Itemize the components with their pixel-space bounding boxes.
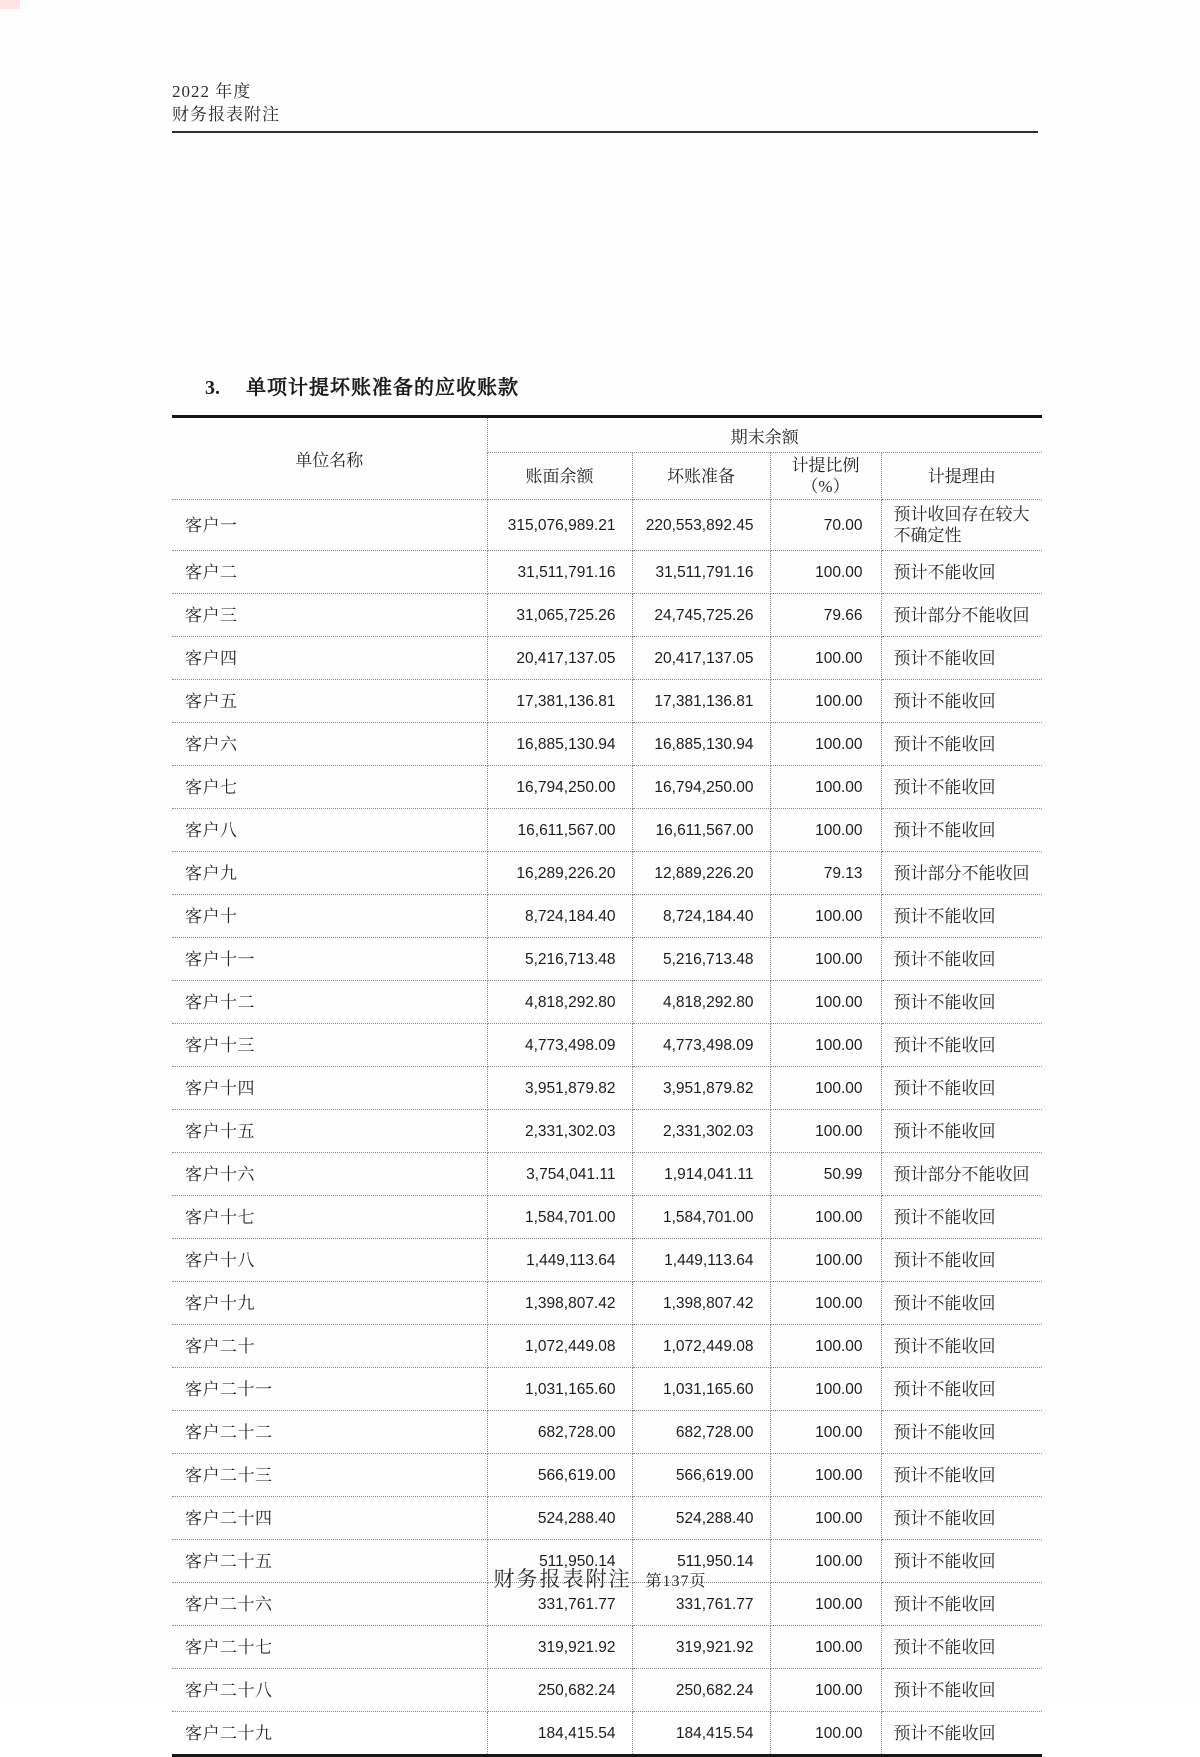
cell-book-balance: 20,417,137.05 (487, 637, 632, 680)
table-row (172, 1626, 1042, 1669)
cell-bad-debt-provision: 331,761.77 (632, 1583, 770, 1626)
cell-book-balance: 31,065,725.26 (487, 594, 632, 637)
cell-provision-ratio: 100.00 (770, 1196, 881, 1239)
cell-provision-ratio: 100.00 (770, 1239, 881, 1282)
cell-provision-ratio: 100.00 (770, 1368, 881, 1411)
cell-provision-reason: 预计不能收回 (881, 1497, 1042, 1540)
cell-provision-ratio: 100.00 (770, 981, 881, 1024)
header-provision-ratio (770, 453, 881, 500)
table-row (172, 680, 1042, 723)
table-row (172, 1282, 1042, 1325)
cell-bad-debt-provision: 319,921.92 (632, 1626, 770, 1669)
cell-unit-name: 客户七 (172, 766, 487, 809)
cell-provision-reason: 预计不能收回 (881, 1282, 1042, 1325)
table-row (172, 1454, 1042, 1497)
cell-book-balance: 4,818,292.80 (487, 981, 632, 1024)
cell-book-balance: 524,288.40 (487, 1497, 632, 1540)
cell-provision-ratio: 100.00 (770, 1669, 881, 1712)
cell-provision-ratio: 79.66 (770, 594, 881, 637)
cell-provision-ratio: 100.00 (770, 551, 881, 594)
cell-provision-reason: 预计不能收回 (881, 809, 1042, 852)
cell-unit-name: 客户二十六 (172, 1583, 487, 1626)
cell-book-balance: 17,381,136.81 (487, 680, 632, 723)
cell-provision-ratio: 100.00 (770, 938, 881, 981)
section-number: 3. (205, 377, 220, 399)
cell-bad-debt-provision: 17,381,136.81 (632, 680, 770, 723)
cell-provision-ratio: 79.13 (770, 852, 881, 895)
cell-unit-name: 客户十一 (172, 938, 487, 981)
cell-bad-debt-provision: 31,511,791.16 (632, 551, 770, 594)
cell-book-balance: 1,031,165.60 (487, 1368, 632, 1411)
table-row (172, 1411, 1042, 1454)
section-title (205, 371, 519, 400)
cell-unit-name: 客户十五 (172, 1110, 487, 1153)
cell-provision-reason: 预计部分不能收回 (881, 852, 1042, 895)
cell-provision-ratio: 100.00 (770, 1454, 881, 1497)
header-period-end-balance: 期末余额 (487, 417, 1042, 453)
cell-provision-ratio: 100.00 (770, 1325, 881, 1368)
cell-bad-debt-provision: 16,611,567.00 (632, 809, 770, 852)
cell-unit-name: 客户二十二 (172, 1411, 487, 1454)
cell-unit-name: 客户八 (172, 809, 487, 852)
table-row (172, 1067, 1042, 1110)
section-title-text: 单项计提坏账准备的应收账款 (246, 377, 519, 399)
header-unit-name: 单位名称 (172, 417, 487, 500)
cell-bad-debt-provision: 1,914,041.11 (632, 1153, 770, 1196)
cell-bad-debt-provision: 12,889,226.20 (632, 852, 770, 895)
cell-book-balance: 16,289,226.20 (487, 852, 632, 895)
cell-unit-name: 客户四 (172, 637, 487, 680)
cell-book-balance: 1,398,807.42 (487, 1282, 632, 1325)
cell-provision-reason: 预计不能收回 (881, 1626, 1042, 1669)
table-row (172, 895, 1042, 938)
cell-bad-debt-provision: 566,619.00 (632, 1454, 770, 1497)
table-row (172, 1024, 1042, 1067)
cell-bad-debt-provision: 5,216,713.48 (632, 938, 770, 981)
footer-page-number: 第137页 (645, 1573, 707, 1590)
cell-book-balance: 3,951,879.82 (487, 1067, 632, 1110)
table-row (172, 1196, 1042, 1239)
cell-unit-name: 客户二 (172, 551, 487, 594)
table-row (172, 1110, 1042, 1153)
cell-provision-reason: 预计不能收回 (881, 895, 1042, 938)
cell-provision-reason: 预计不能收回 (881, 1583, 1042, 1626)
cell-unit-name: 客户二十五 (172, 1540, 487, 1583)
cell-provision-ratio: 100.00 (770, 1411, 881, 1454)
cell-book-balance: 4,773,498.09 (487, 1024, 632, 1067)
cell-provision-reason: 预计不能收回 (881, 1196, 1042, 1239)
page-footer (0, 1563, 1200, 1593)
header-book-balance: 账面余额 (487, 453, 632, 500)
cell-bad-debt-provision: 1,031,165.60 (632, 1368, 770, 1411)
cell-provision-reason: 预计不能收回 (881, 637, 1042, 680)
cell-bad-debt-provision: 511,950.14 (632, 1540, 770, 1583)
cell-book-balance: 31,511,791.16 (487, 551, 632, 594)
cell-bad-debt-provision: 20,417,137.05 (632, 637, 770, 680)
table-row (172, 551, 1042, 594)
cell-unit-name: 客户十六 (172, 1153, 487, 1196)
table-row (172, 723, 1042, 766)
table-row (172, 500, 1042, 551)
table-row (172, 1325, 1042, 1368)
cell-book-balance: 16,794,250.00 (487, 766, 632, 809)
cell-book-balance: 1,449,113.64 (487, 1239, 632, 1282)
cell-book-balance: 331,761.77 (487, 1583, 632, 1626)
cell-bad-debt-provision: 2,331,302.03 (632, 1110, 770, 1153)
cell-unit-name: 客户二十 (172, 1325, 487, 1368)
cell-book-balance: 8,724,184.40 (487, 895, 632, 938)
table-row (172, 1153, 1042, 1196)
cell-bad-debt-provision: 3,951,879.82 (632, 1067, 770, 1110)
cell-book-balance: 16,885,130.94 (487, 723, 632, 766)
cell-provision-ratio: 100.00 (770, 1540, 881, 1583)
cell-unit-name: 客户五 (172, 680, 487, 723)
cell-unit-name: 客户六 (172, 723, 487, 766)
cell-unit-name: 客户一 (172, 500, 487, 551)
table-row (172, 1712, 1042, 1756)
cell-unit-name: 客户二十八 (172, 1669, 487, 1712)
table-row (172, 1368, 1042, 1411)
cell-bad-debt-provision: 1,072,449.08 (632, 1325, 770, 1368)
cell-bad-debt-provision: 4,818,292.80 (632, 981, 770, 1024)
header-row-top (172, 417, 1042, 453)
cell-bad-debt-provision: 4,773,498.09 (632, 1024, 770, 1067)
cell-provision-ratio: 100.00 (770, 1110, 881, 1153)
page-header (172, 80, 280, 126)
cell-provision-reason: 预计不能收回 (881, 723, 1042, 766)
cell-provision-reason: 预计不能收回 (881, 938, 1042, 981)
cell-book-balance: 184,415.54 (487, 1712, 632, 1756)
cell-provision-reason: 预计不能收回 (881, 766, 1042, 809)
table-row (172, 1497, 1042, 1540)
cell-provision-ratio: 100.00 (770, 766, 881, 809)
cell-unit-name: 客户十 (172, 895, 487, 938)
cell-provision-reason: 预计不能收回 (881, 981, 1042, 1024)
page-header-line1: 2022 年度 (172, 82, 252, 101)
table-row (172, 938, 1042, 981)
footer-label: 财务报表附注 (493, 1567, 632, 1591)
cell-provision-reason: 预计不能收回 (881, 1239, 1042, 1282)
table-row (172, 1669, 1042, 1712)
cell-provision-reason: 预计不能收回 (881, 1368, 1042, 1411)
cell-bad-debt-provision: 250,682.24 (632, 1669, 770, 1712)
table-row (172, 809, 1042, 852)
table-row (172, 766, 1042, 809)
table-header (172, 417, 1042, 500)
cell-book-balance: 315,076,989.21 (487, 500, 632, 551)
cell-provision-ratio: 100.00 (770, 1497, 881, 1540)
cell-bad-debt-provision: 16,885,130.94 (632, 723, 770, 766)
header-bad-debt-provision: 坏账准备 (632, 453, 770, 500)
cell-provision-reason: 预计不能收回 (881, 1411, 1042, 1454)
cell-provision-ratio: 100.00 (770, 1626, 881, 1669)
cell-bad-debt-provision: 1,398,807.42 (632, 1282, 770, 1325)
cell-book-balance: 682,728.00 (487, 1411, 632, 1454)
table-row (172, 1239, 1042, 1282)
table-row (172, 637, 1042, 680)
cell-unit-name: 客户九 (172, 852, 487, 895)
cell-book-balance: 5,216,713.48 (487, 938, 632, 981)
cell-bad-debt-provision: 1,584,701.00 (632, 1196, 770, 1239)
cell-provision-reason: 预计不能收回 (881, 1712, 1042, 1756)
cell-unit-name: 客户二十九 (172, 1712, 487, 1756)
cell-provision-ratio: 100.00 (770, 1583, 881, 1626)
cell-provision-reason: 预计不能收回 (881, 1454, 1042, 1497)
page-header-line2: 财务报表附注 (172, 105, 280, 124)
header-provision-ratio-line2: （%） (801, 477, 850, 496)
cell-bad-debt-provision: 524,288.40 (632, 1497, 770, 1540)
cell-provision-reason: 预计部分不能收回 (881, 1153, 1042, 1196)
cell-unit-name: 客户十九 (172, 1282, 487, 1325)
cell-book-balance: 511,950.14 (487, 1540, 632, 1583)
cell-provision-ratio: 100.00 (770, 1282, 881, 1325)
cell-unit-name: 客户二十七 (172, 1626, 487, 1669)
cell-provision-ratio: 100.00 (770, 680, 881, 723)
header-provision-ratio-line1: 计提比例 (791, 456, 860, 475)
scan-artifact (0, 0, 20, 9)
receivables-table (172, 415, 1042, 1757)
header-rule (172, 131, 1038, 133)
cell-provision-reason: 预计不能收回 (881, 680, 1042, 723)
cell-provision-reason: 预计不能收回 (881, 1540, 1042, 1583)
cell-book-balance: 1,584,701.00 (487, 1196, 632, 1239)
cell-unit-name: 客户十二 (172, 981, 487, 1024)
table-row (172, 852, 1042, 895)
cell-provision-ratio: 100.00 (770, 1712, 881, 1756)
cell-provision-reason: 预计收回存在较大不确定性 (881, 500, 1042, 551)
cell-unit-name: 客户十三 (172, 1024, 487, 1067)
cell-provision-reason: 预计不能收回 (881, 1024, 1042, 1067)
cell-unit-name: 客户三 (172, 594, 487, 637)
cell-bad-debt-provision: 184,415.54 (632, 1712, 770, 1756)
cell-unit-name: 客户二十四 (172, 1497, 487, 1540)
cell-provision-ratio: 100.00 (770, 1024, 881, 1067)
cell-book-balance: 1,072,449.08 (487, 1325, 632, 1368)
cell-provision-ratio: 70.00 (770, 500, 881, 551)
cell-book-balance: 319,921.92 (487, 1626, 632, 1669)
cell-bad-debt-provision: 682,728.00 (632, 1411, 770, 1454)
cell-provision-ratio: 100.00 (770, 1067, 881, 1110)
cell-bad-debt-provision: 8,724,184.40 (632, 895, 770, 938)
cell-bad-debt-provision: 24,745,725.26 (632, 594, 770, 637)
cell-bad-debt-provision: 220,553,892.45 (632, 500, 770, 551)
cell-provision-reason: 预计不能收回 (881, 1067, 1042, 1110)
cell-provision-reason: 预计不能收回 (881, 1325, 1042, 1368)
cell-book-balance: 250,682.24 (487, 1669, 632, 1712)
cell-provision-ratio: 100.00 (770, 723, 881, 766)
cell-provision-ratio: 100.00 (770, 809, 881, 852)
table-row (172, 981, 1042, 1024)
cell-book-balance: 566,619.00 (487, 1454, 632, 1497)
cell-provision-ratio: 50.99 (770, 1153, 881, 1196)
cell-provision-reason: 预计不能收回 (881, 551, 1042, 594)
cell-provision-reason: 预计不能收回 (881, 1110, 1042, 1153)
cell-unit-name: 客户十七 (172, 1196, 487, 1239)
cell-bad-debt-provision: 16,794,250.00 (632, 766, 770, 809)
cell-provision-reason: 预计不能收回 (881, 1669, 1042, 1712)
cell-book-balance: 3,754,041.11 (487, 1153, 632, 1196)
cell-unit-name: 客户二十一 (172, 1368, 487, 1411)
cell-provision-ratio: 100.00 (770, 895, 881, 938)
cell-unit-name: 客户十四 (172, 1067, 487, 1110)
cell-provision-ratio: 100.00 (770, 637, 881, 680)
cell-unit-name: 客户二十三 (172, 1454, 487, 1497)
cell-book-balance: 2,331,302.03 (487, 1110, 632, 1153)
cell-unit-name: 客户十八 (172, 1239, 487, 1282)
cell-bad-debt-provision: 1,449,113.64 (632, 1239, 770, 1282)
cell-provision-reason: 预计部分不能收回 (881, 594, 1042, 637)
table-row (172, 594, 1042, 637)
header-provision-reason: 计提理由 (881, 453, 1042, 500)
cell-book-balance: 16,611,567.00 (487, 809, 632, 852)
